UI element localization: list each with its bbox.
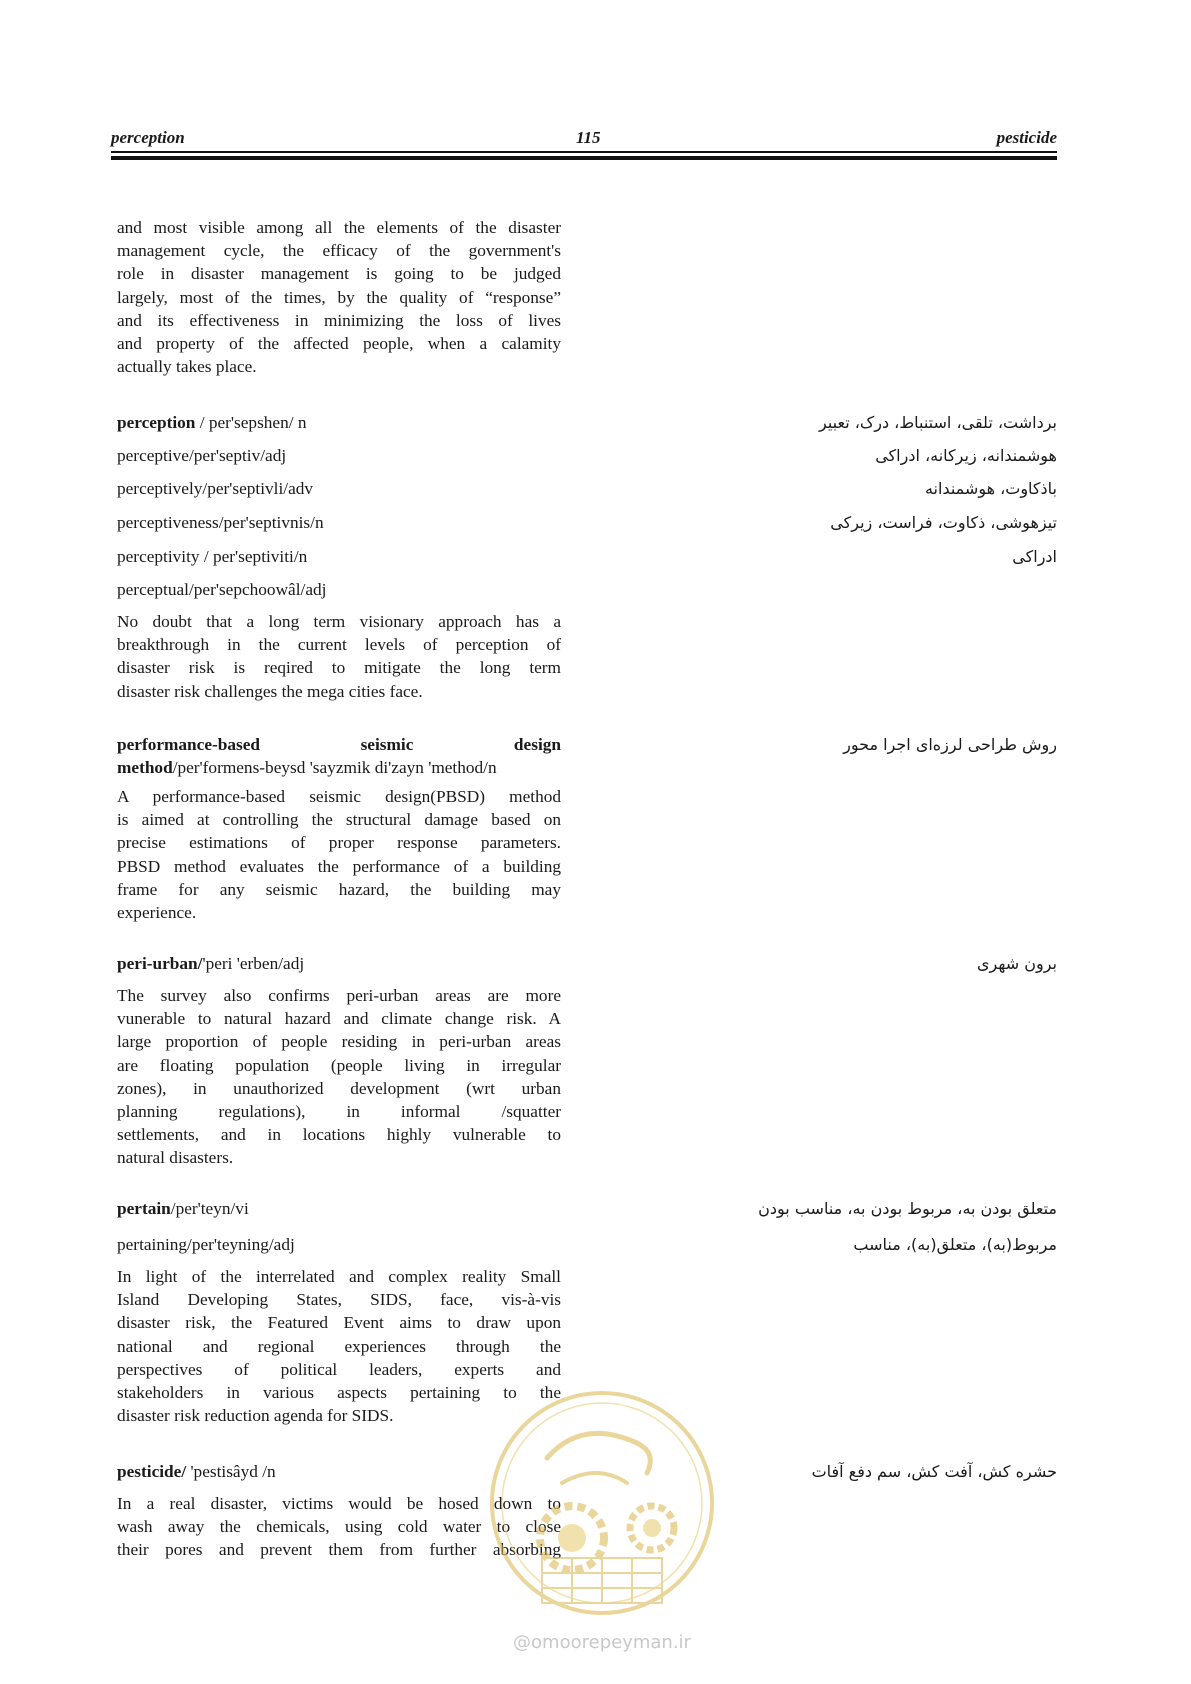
- headword: pertain: [117, 1199, 171, 1218]
- header-left-guideword: perception: [111, 128, 185, 147]
- example-paragraph: [117, 984, 561, 1170]
- entry-pertain-headline: [117, 1197, 561, 1220]
- text-line: The survey also confirms peri-urban areas are more: [117, 986, 561, 1005]
- text-line: perspectives of political leaders, experts and: [117, 1359, 561, 1379]
- derivative: perceptivity / per'septiviti/n: [117, 547, 308, 566]
- text-line: vunerable to natural hazard and climate change risk. A: [117, 1009, 561, 1029]
- derivative-translation: ادراکی: [1012, 547, 1057, 566]
- text-line: disaster risk, the Featured Event aims to draw upon: [117, 1313, 561, 1333]
- text-line: breakthrough in the current levels of perception of: [117, 635, 561, 655]
- derivative: perceptive/per'septiv/adj: [117, 446, 287, 465]
- example-paragraph: [117, 610, 561, 703]
- header-rule-thin: [111, 151, 1057, 153]
- text-line: stakeholders in various aspects pertaining to the: [117, 1383, 561, 1403]
- entry-pesticide-translation: حشره کش، آفت کش، سم دفع آفات: [811, 1462, 1057, 1481]
- entry-perception-headline: [117, 411, 561, 434]
- entry-pertain-translation: متعلق بودن به، مربوط بودن به، مناسب بودن: [758, 1199, 1057, 1218]
- pronunciation: / per'sepshen/ n: [195, 413, 307, 432]
- text-line: role in disaster management is going to be judged: [117, 264, 561, 284]
- derivative-translation: مربوط(به)، متعلق(به)، مناسب: [853, 1235, 1057, 1254]
- text-line: In a real disaster, victims would be hosed down to: [117, 1494, 561, 1513]
- derivative-translation: باذکاوت، هوشمندانه: [924, 479, 1057, 498]
- text-line: precise estimations of proper response parameters.: [117, 833, 561, 853]
- header-right-guideword: pesticide: [996, 128, 1057, 147]
- entry-pbsd-headline: [117, 733, 561, 779]
- derivative-translation: هوشمندانه، زیرکانه، ادراکی: [875, 446, 1057, 465]
- entry-peri-urban-headline: [117, 952, 561, 975]
- text-line: national and regional experiences through the: [117, 1336, 561, 1356]
- pronunciation: 'pestisâyd /n: [186, 1462, 276, 1481]
- derivative: pertaining/per'teyning/adj: [117, 1235, 295, 1254]
- header-rule-thick: [111, 156, 1057, 160]
- headword: performance-based seismic design: [117, 735, 561, 754]
- text-line: zones), in unauthorized development (wrt urban: [117, 1078, 561, 1098]
- text-line: disaster risk challenges the mega cities face.: [117, 681, 423, 701]
- text-line: disaster risk is reqired to mitigate the long term: [117, 658, 561, 678]
- pronunciation: 'peri 'erben/adj: [202, 954, 305, 973]
- text-line: and its effectiveness in minimizing the loss of lives: [117, 310, 561, 330]
- text-line: actually takes place.: [117, 357, 257, 377]
- text-line: No doubt that a long term visionary approach has a: [117, 612, 561, 631]
- example-paragraph: [117, 785, 561, 924]
- text-line: settlements, and in locations highly vulnerable to: [117, 1125, 561, 1145]
- headword: pesticide/: [117, 1462, 187, 1481]
- text-line: management cycle, the efficacy of the government's: [117, 241, 561, 261]
- text-line: planning regulations), in informal /squatter: [117, 1102, 561, 1122]
- entry-perception-translation: برداشت، تلقی، استنباط، درک، تعبیر: [819, 413, 1057, 432]
- derivative: perceptual/per'sepchoowâl/adj: [117, 580, 327, 599]
- pronunciation: /per'teyn/vi: [170, 1199, 249, 1218]
- text-line: natural disasters.: [117, 1148, 234, 1168]
- text-line: large proportion of people residing in peri-urban areas: [117, 1032, 561, 1052]
- text-line: disaster risk reduction agenda for SIDS.: [117, 1406, 394, 1426]
- derivative: perceptiveness/per'septivnis/n: [117, 513, 324, 532]
- text-line: largely, most of the times, by the quality of “response”: [117, 287, 561, 307]
- text-line: and most visible among all the elements of the disaster: [117, 218, 561, 237]
- text-line: wash away the chemicals, using cold water to close: [117, 1517, 561, 1537]
- entry-peri-urban-translation: برون شهری: [977, 954, 1057, 973]
- stamp-logo: [487, 1388, 717, 1618]
- headword: method: [117, 758, 173, 778]
- headword: perception: [117, 413, 196, 432]
- text-line: and property of the affected people, when a calamity: [117, 334, 561, 354]
- text-line: their pores and prevent them from further absorbing: [117, 1540, 561, 1560]
- watermark-url: @omoorepeyman.ir: [513, 1632, 691, 1653]
- derivative-translation: تیزهوشی، ذکاوت، فراست، زیرکی: [830, 513, 1057, 532]
- text-line: are floating population (people living in irregular: [117, 1055, 561, 1075]
- text-line: Island Developing States, SIDS, face, vis-à-vis: [117, 1290, 561, 1310]
- pronunciation: /per'formens-beysd 'sayzmik di'zayn 'method/n: [172, 758, 497, 778]
- headword: peri-urban/: [117, 954, 203, 973]
- intro-paragraph: [117, 216, 561, 378]
- page-number: 115: [576, 128, 601, 147]
- text-line: A performance-based seismic design(PBSD) method: [117, 787, 561, 806]
- derivative: perceptively/per'septivli/adv: [117, 479, 314, 498]
- text-line: frame for any seismic hazard, the building may: [117, 879, 561, 899]
- text-line: is aimed at controlling the structural damage based on: [117, 810, 561, 830]
- text-line: In light of the interrelated and complex reality Small: [117, 1267, 561, 1286]
- entry-pbsd-translation: روش طراحی لرزه‌ای اجرا محور: [843, 735, 1057, 754]
- text-line: PBSD method evaluates the performance of a building: [117, 856, 561, 876]
- text-line: experience.: [117, 903, 197, 923]
